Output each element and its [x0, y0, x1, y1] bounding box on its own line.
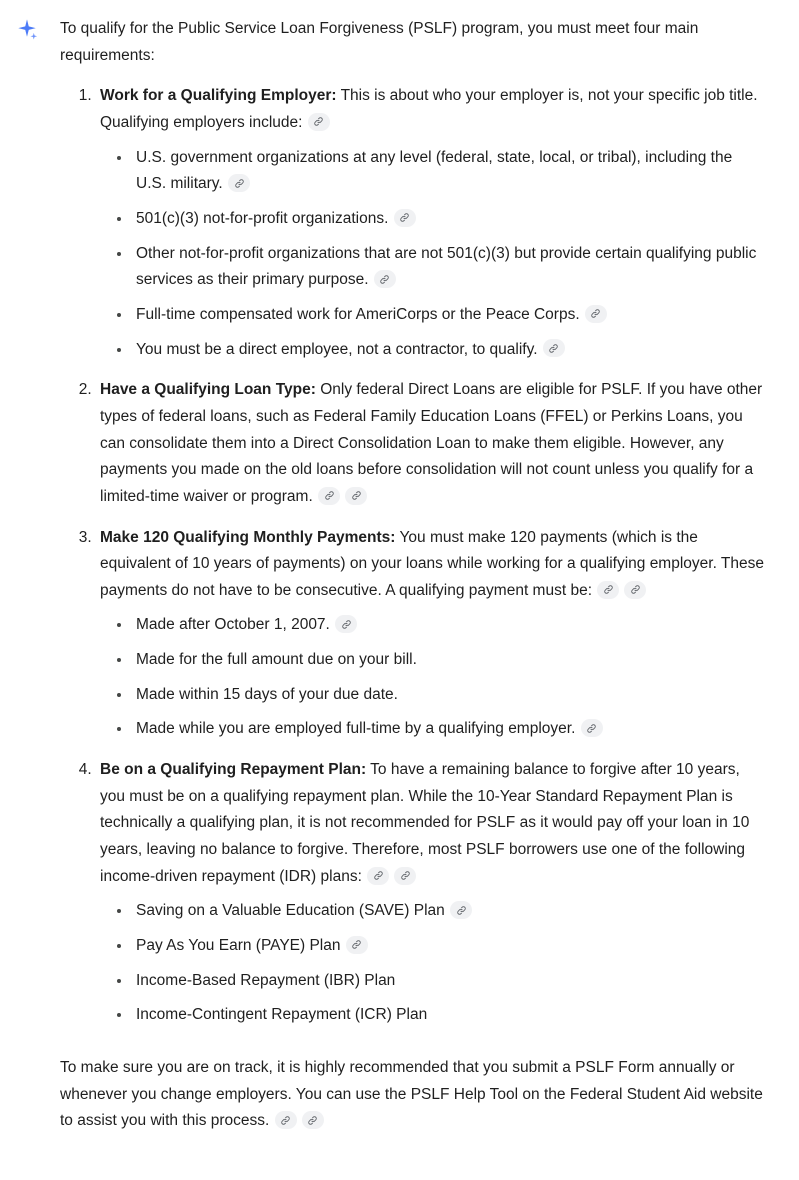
sub-item-text: Pay As You Earn (PAYE) Plan [136, 937, 341, 955]
item-lead: Have a Qualifying Loan Type: [100, 381, 316, 399]
sub-list [100, 898, 765, 1029]
list-item [132, 612, 765, 639]
sub-list [100, 612, 765, 743]
sub-item-text: You must be a direct employee, not a contractor, to qualify. [136, 340, 538, 358]
sub-item-text: U.S. government organizations at any level (federal, state, local, or tribal), including the U.S. military. [136, 148, 733, 193]
list-item [132, 968, 765, 995]
sub-list [100, 145, 765, 364]
sub-item-text: Other not-for-profit organizations that are not 501(c)(3) but provide certain qualifying public services as their primary purpose. [136, 244, 757, 289]
citation-chip[interactable] [275, 1111, 297, 1129]
sub-item-text: Made within 15 days of your due date. [136, 685, 398, 703]
citation-chip[interactable] [345, 487, 367, 505]
list-item [132, 337, 765, 364]
item-lead: Make 120 Qualifying Monthly Payments: [100, 528, 396, 546]
citation-chip[interactable] [624, 581, 646, 599]
item-lead: Be on a Qualifying Repayment Plan: [100, 761, 367, 779]
sub-item-text: Made after October 1, 2007. [136, 616, 330, 634]
list-item [132, 302, 765, 329]
citation-chip[interactable] [367, 867, 389, 885]
sub-item-text: Made for the full amount due on your bill. [136, 651, 417, 669]
closing-paragraph [60, 1055, 765, 1135]
list-item [96, 377, 765, 510]
citation-chip[interactable] [318, 487, 340, 505]
citation-chip[interactable] [597, 581, 619, 599]
list-item [96, 525, 765, 744]
citation-chip[interactable] [374, 270, 396, 288]
requirements-list [60, 83, 765, 1029]
list-item [132, 933, 765, 960]
list-item [132, 1002, 765, 1029]
item-body: This is about who your employer is, not your specific job title. Qualifying employers include: [100, 87, 758, 131]
list-item [132, 682, 765, 709]
sub-item-text: 501(c)(3) not-for-profit organizations. [136, 209, 389, 227]
list-item [96, 757, 765, 1029]
citation-chip[interactable] [394, 867, 416, 885]
citation-chip[interactable] [543, 339, 565, 357]
item-body: Only federal Direct Loans are eligible for PSLF. If you have other types of federal loans, such as Federal Family Education Loans (FFEL) or Perkins Loans, you can consolidate them into a Direct Consolidation Loan to make them eligible. However, any payments you made on the old loans before consolidation will not count unless you qualify for a limited-time waiver or program. [100, 381, 763, 505]
list-item [132, 145, 765, 198]
item-lead: Work for a Qualifying Employer: [100, 87, 337, 105]
citation-chip[interactable] [450, 901, 472, 919]
citation-chip[interactable] [585, 305, 607, 323]
citation-chip[interactable] [394, 209, 416, 227]
list-item [132, 241, 765, 294]
citation-chip[interactable] [335, 615, 357, 633]
sparkle-icon [16, 18, 38, 40]
sub-item-text: Full-time compensated work for AmeriCorps or the Peace Corps. [136, 305, 580, 323]
citation-chip[interactable] [302, 1111, 324, 1129]
citation-chip[interactable] [346, 936, 368, 954]
list-item [132, 716, 765, 743]
citation-chip[interactable] [308, 113, 330, 131]
list-item [132, 206, 765, 233]
intro-paragraph: To qualify for the Public Service Loan Forgiveness (PSLF) program, you must meet four main requirements: [60, 20, 699, 64]
closing-text: To make sure you are on track, it is highly recommended that you submit a PSLF Form annually or whenever you change employers. You can use the PSLF Help Tool on the Federal Student Aid website to assist you with this process. [60, 1059, 763, 1130]
item-body: To have a remaining balance to forgive after 10 years, you must be on a qualifying repayment plan. While the 10-Year Standard Repayment Plan is technically a qualifying plan, it is not recommended for PSLF as it would pay off your loan in 10 years, leaving no balance to forgive. Therefore, most PSLF borrowers use one of the following income-driven repayment (IDR) plans: [100, 761, 750, 885]
sub-item-text: Made while you are employed full-time by a qualifying employer. [136, 720, 576, 738]
sub-item-text: Income-Contingent Repayment (ICR) Plan [136, 1006, 428, 1024]
citation-chip[interactable] [581, 719, 603, 737]
list-item [96, 83, 765, 363]
item-body: You must make 120 payments (which is the equivalent of 10 years of payments) on your loans while working for a qualifying employer. These payments do not have to be consecutive. A qualifying payment must be: [100, 528, 764, 599]
list-item [132, 898, 765, 925]
citation-chip[interactable] [228, 174, 250, 192]
sub-item-text: Saving on a Valuable Education (SAVE) Plan [136, 902, 445, 920]
sub-item-text: Income-Based Repayment (IBR) Plan [136, 971, 396, 989]
list-item [132, 647, 765, 674]
